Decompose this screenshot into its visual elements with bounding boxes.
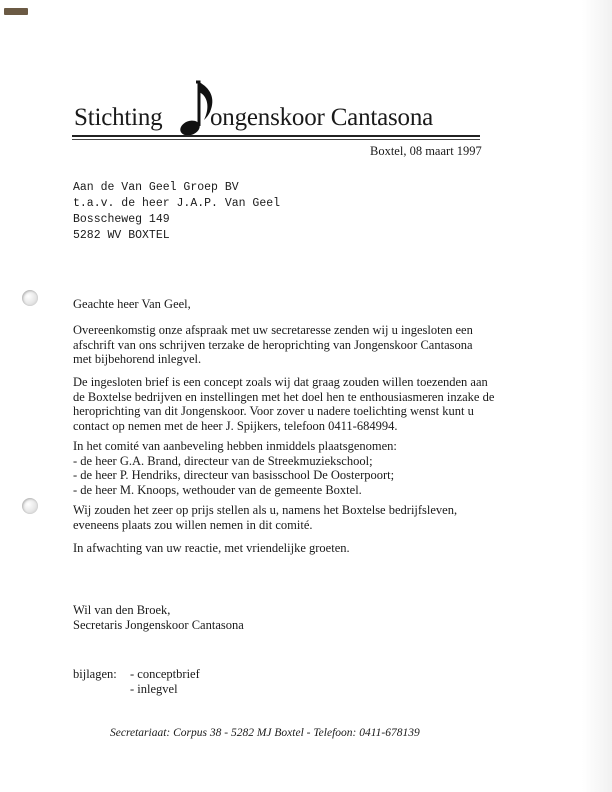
letterhead-name-right: ongenskoor Cantasona: [210, 104, 434, 131]
paragraph-line: Wij zouden het zeer op prijs stellen als u, namens het Boxtelse bedrijfsleven,: [73, 503, 458, 517]
paragraph-line: De ingesloten brief is een concept zoals wij dat graag zouden willen toezenden aan: [73, 375, 488, 389]
date-line: Boxtel, 08 maart 1997: [370, 144, 482, 158]
letterhead-rule: [72, 135, 480, 137]
paragraph-line: afschrift van ons schrijven terzake de heroprichting van Jongenskoor Cantasona: [73, 337, 473, 352]
page-edge-shadow: [582, 0, 612, 792]
letterhead-rule-thin: [72, 139, 480, 140]
body-paragraph-4: [73, 503, 457, 532]
paragraph-line: de Boxtelse bedrijven en instellingen met het doel hen te enthousiasmeren inzake de: [73, 389, 495, 404]
attachments-label: bijlagen:: [73, 667, 117, 681]
body-paragraph-2: [73, 375, 494, 433]
letterhead-name-left: Stichting: [74, 104, 163, 131]
address-line: Aan de Van Geel Groep BV: [73, 181, 239, 194]
address-line: t.a.v. de heer J.A.P. Van Geel: [73, 197, 281, 210]
address-line: 5282 WV BOXTEL: [73, 229, 170, 242]
body-paragraph-1: [73, 323, 473, 367]
paragraph-line: - de heer G.A. Brand, directeur van de Streekmuziekschool;: [73, 453, 373, 468]
punch-hole-top: [22, 290, 38, 306]
body-paragraph-5: [73, 541, 350, 556]
signature-title: Secretaris Jongenskoor Cantasona: [73, 617, 244, 632]
paragraph-line: eveneens plaats zou willen nemen in dit comité.: [73, 517, 313, 532]
paragraph-line: In het comité van aanbeveling hebben inmiddels plaatsgenomen:: [73, 439, 397, 453]
signature-block: [73, 603, 244, 632]
punch-hole-bottom: [22, 498, 38, 514]
address-line: Bosscheweg 149: [73, 213, 170, 226]
salutation: Geachte heer Van Geel,: [73, 297, 191, 311]
paragraph-line: Overeenkomstig onze afspraak met uw secretaresse zenden wij u ingesloten een: [73, 323, 473, 337]
letterhead: [74, 78, 479, 140]
paragraph-line: - de heer M. Knoops, wethouder van de gemeente Boxtel.: [73, 482, 362, 497]
attachment-item: - conceptbrief: [130, 667, 200, 681]
signature-name: Wil van den Broek,: [73, 603, 171, 617]
attachments-list: [130, 667, 200, 696]
footer-secretariat: Secretariaat: Corpus 38 - 5282 MJ Boxtel - Telefoon: 0411-678139: [110, 727, 420, 739]
recipient-address: [73, 180, 280, 244]
scan-tab-mark: [4, 8, 28, 15]
paragraph-line: In afwachting van uw reactie, met vriendelijke groeten.: [73, 541, 350, 555]
paragraph-line: heroprichting van dit Jongenskoor. Voor zover u nadere toelichting wenst kunt u: [73, 404, 474, 418]
paragraph-line: contact op nemen met de heer J. Spijkers, telefoon 0411-684994.: [73, 418, 398, 433]
attachment-item: - inlegvel: [130, 681, 178, 696]
paragraph-line: met bijbehorend inlegvel.: [73, 352, 202, 366]
paragraph-line: - de heer P. Hendriks, directeur van basisschool De Oosterpoort;: [73, 468, 395, 482]
body-paragraph-3: [73, 439, 397, 497]
